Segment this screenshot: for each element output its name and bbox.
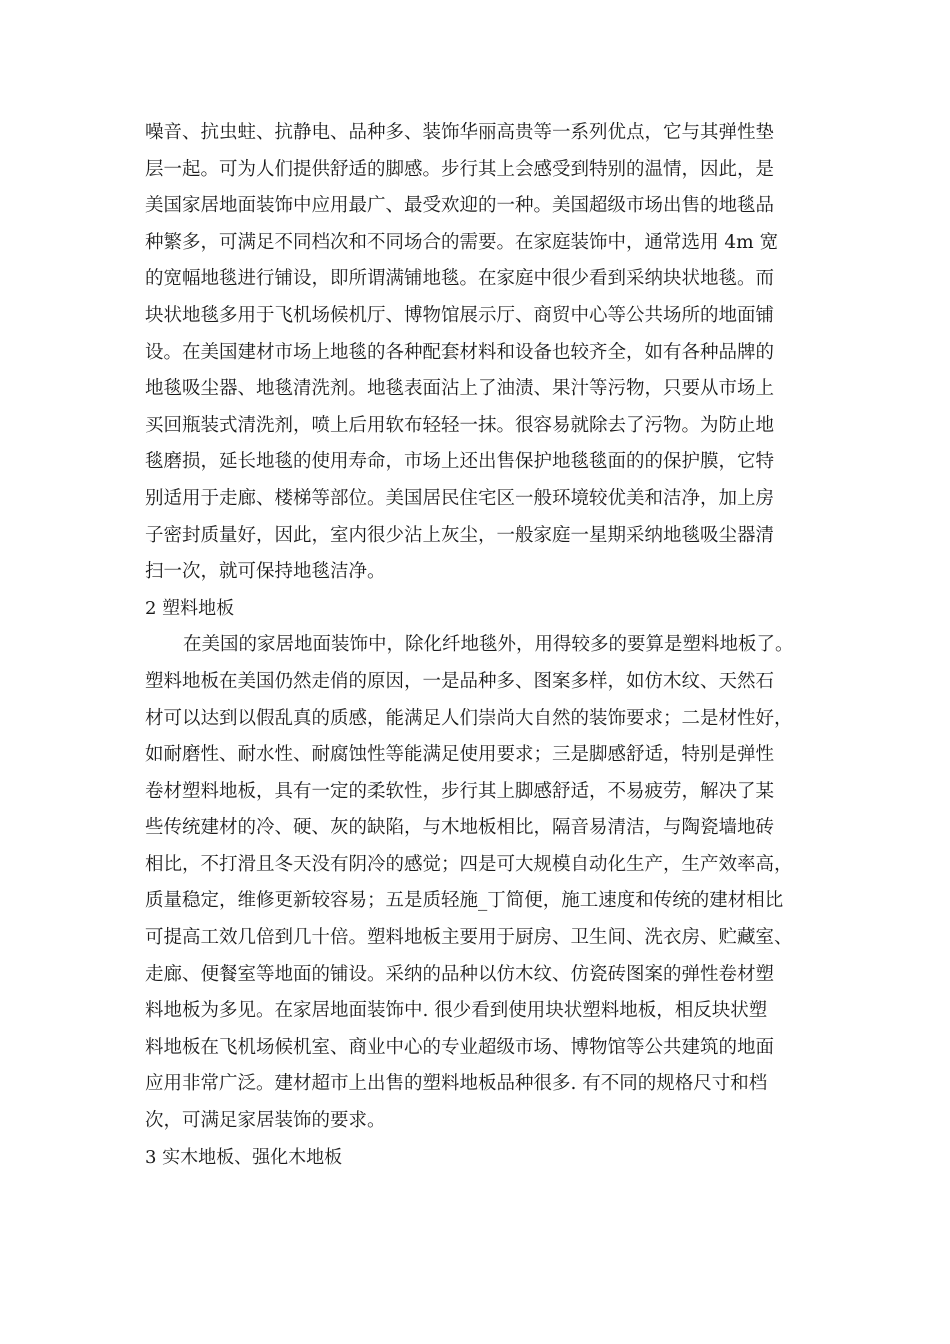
text-line: 次，可满足家居装饰的要求。 (145, 1110, 386, 1132)
text-line: 别适用于走廊、楼梯等部位。美国居民住宅区一般环境较优美和洁净，加上房 (145, 487, 775, 509)
text-line: 料地板为多见。在家居地面装饰中. 很少看到使用块状塑料地板，相反块状塑 (145, 1000, 768, 1022)
text-line: 扫一次，就可保持地毯洁净。 (145, 561, 386, 583)
text-line: 地毯吸尘器、地毯清洗剂。地毯表面沾上了油渍、果汁等污物，只要从市场上 (145, 378, 775, 400)
text-line: 在美国的家居地面装饰中，除化纤地毯外，用得较多的要算是塑料地板了。 (183, 634, 794, 656)
text-line: 质量稳定，维修更新较容易；五是质轻施_丁简便，施工速度和传统的建材相比 (145, 890, 784, 912)
text-line: 买回瓶装式清洗剂，喷上后用软布轻轻一抹。很容易就除去了污物。为防止地 (145, 414, 775, 436)
text-line: 料地板在飞机场候机室、商业中心的专业超级市场、博物馆等公共建筑的地面 (145, 1036, 775, 1058)
text-line: 可提高工效几倍到几十倍。塑料地板主要用于厨房、卫生间、洗衣房、贮藏室、 (145, 927, 793, 949)
text-line: 子密封质量好，因此，室内很少沾上灰尘，一般家庭一星期采纳地毯吸尘器清 (145, 524, 775, 546)
text-line: 应用非常广泛。建材超市上出售的塑料地板品种很多. 有不同的规格尺寸和档 (145, 1073, 768, 1095)
paragraph-carpet (145, 115, 817, 591)
text-line: 走廊、便餐室等地面的铺设。采纳的品种以仿木纹、仿瓷砖图案的弹性卷材塑 (145, 963, 775, 985)
text-line: 材可以达到以假乱真的质感，能满足人们崇尚大自然的装饰要求；二是材性好， (145, 707, 793, 729)
text-line: 如耐磨性、耐水性、耐腐蚀性等能满足使用要求；三是脚感舒适，特别是弹性 (145, 744, 775, 766)
document-page (145, 115, 817, 1176)
section-heading-wood-flooring: 3 实木地板、强化木地板 (145, 1146, 343, 1168)
text-line: 噪音、抗虫蛀、抗静电、品种多、装饰华丽高贵等一系列优点，它与其弹性垫 (145, 122, 775, 143)
text-line: 塑料地板在美国仍然走俏的原因，一是品种多、图案多样，如仿木纹、天然石 (145, 670, 775, 692)
text-line: 相比，不打滑且冬天没有阴冷的感觉；四是可大规模自动化生产，生产效率高， (145, 853, 793, 875)
text-line: 设。在美国建材市场上地毯的各种配套材料和设备也较齐全，如有各种品牌的 (145, 341, 775, 363)
section-heading-plastic-flooring: 2 塑料地板 (145, 597, 235, 619)
text-line: 毯磨损，延长地毯的使用寿命，市场上还出售保护地毯毯面的的保护膜，它特 (145, 451, 775, 473)
text-line: 层一起。可为人们提供舒适的脚感。步行其上会感受到特别的温情，因此，是 (145, 158, 775, 180)
text-line: 块状地毯多用于飞机场候机厅、博物馆展示厅、商贸中心等公共场所的地面铺 (145, 304, 775, 326)
text-line: 卷材塑料地板，具有一定的柔软性，步行其上脚感舒适，不易疲劳，解决了某 (145, 780, 775, 802)
text-line: 些传统建材的冷、硬、灰的缺陷，与木地板相比，隔音易清洁，与陶瓷墙地砖 (145, 817, 775, 839)
text-line: 美国家居地面装饰中应用最广、最受欢迎的一种。美国超级市场出售的地毯品 (145, 195, 775, 217)
text-line: 的宽幅地毯进行铺设，即所谓满铺地毯。在家庭中很少看到采纳块状地毯。而 (145, 268, 775, 290)
paragraph-plastic-flooring (145, 627, 817, 1139)
text-line: 种繁多，可满足不同档次和不同场合的需要。在家庭装饰中，通常选用 4m 宽 (145, 231, 779, 253)
